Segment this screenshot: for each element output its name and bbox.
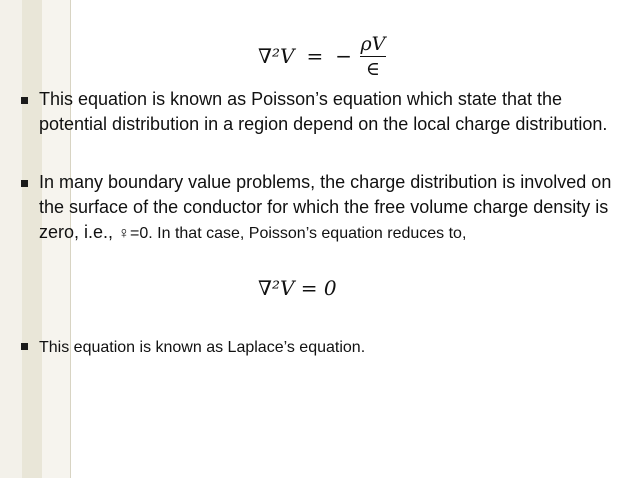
bullet-marker [21,180,28,187]
poisson-fraction [360,33,386,80]
bullet-text-boundary-tail: ♀=0. In that case, Poisson’s equation reduces to, [118,225,467,242]
poisson-numerator: ρV [360,32,386,55]
bullet-marker [21,343,28,350]
bullet-text-laplace: This equation is known as Laplace’s equation. [39,339,366,356]
bullet-text-boundary-main: In many boundary value problems, the charge distribution is involved on the surface of the conductor for which the free volume charge density is zero, i.e., [39,172,612,242]
poisson-lhs: ∇²V [258,44,295,68]
bullet-text-poisson: This equation is known as Poisson’s equation which state that the potential distribution in a region depend on the local charge distribution. [39,89,608,134]
bullet-marker [21,97,28,104]
poisson-equals: = [306,44,324,68]
poisson-equation [258,30,386,82]
laplace-equation: ∇²V = 0 [258,276,337,300]
poisson-minus: − [335,44,352,68]
fraction-bar [360,56,386,57]
poisson-denominator: ∈ [365,57,380,80]
bullet-text-boundary [39,170,631,246]
